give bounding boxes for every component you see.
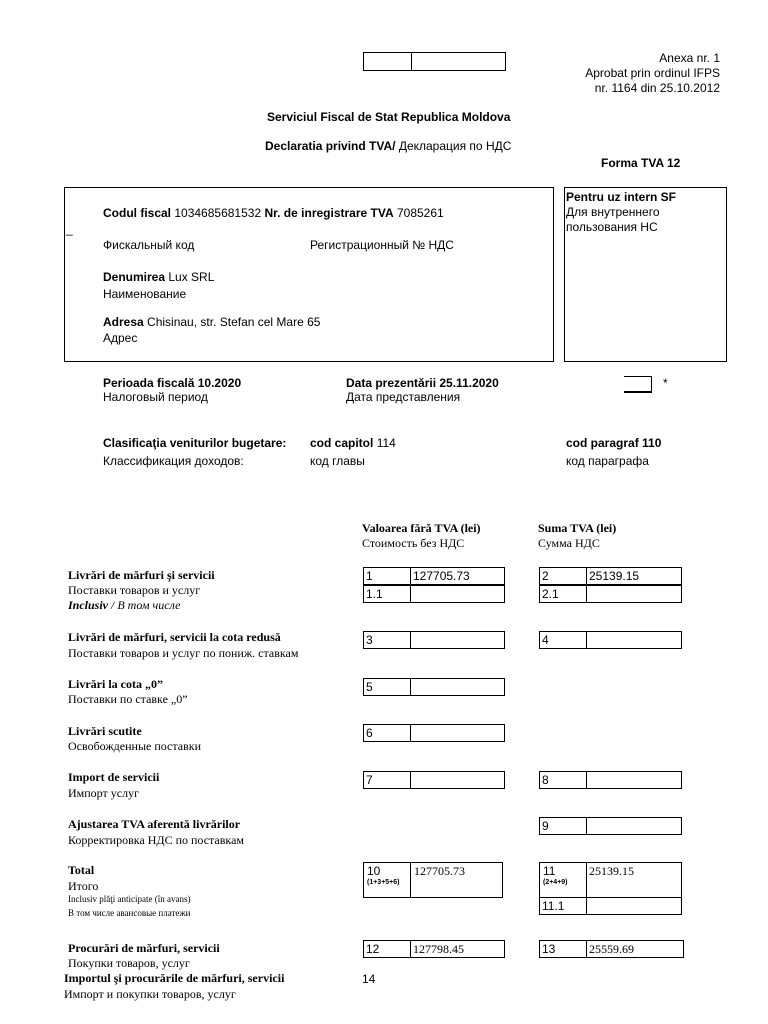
row-inclusive-ru: / В том числе [108, 598, 181, 612]
name-line [103, 270, 214, 284]
cell-2-value[interactable]: 25139.15 [586, 567, 682, 585]
cell-5-value[interactable] [410, 678, 505, 696]
cell-11-1-code: 11.1 [539, 897, 587, 915]
declaration-title-ru: Декларация по НДС [395, 139, 512, 153]
cell-10-number: 10 [367, 864, 381, 878]
row-purchases-ro: Procurări de mărfuri, servicii [68, 941, 220, 955]
row-inclusive [68, 598, 180, 613]
fiscal-code-value: 1034685681532 [174, 206, 262, 220]
row-import-purchases-ro: Importul şi procurările de mărfuri, servicii [64, 971, 285, 985]
presentation-value: 25.11.2020 [439, 376, 499, 390]
cell-13-code: 13 [539, 940, 587, 958]
cell-4-value[interactable] [586, 631, 682, 649]
cell-7-value[interactable] [410, 771, 505, 789]
paragraph-label: cod paragraf [566, 436, 639, 450]
row-reduced-ru: Поставки товаров и услуг по пониж. ставкам [68, 646, 299, 660]
cell-13-value[interactable]: 25559.69 [586, 940, 684, 958]
row-import-purchases-ru: Импорт и покупки товаров, услуг [64, 987, 236, 1001]
period-ru: Налоговый период [103, 390, 208, 404]
row-zero-ru: Поставки по ставке „0” [68, 692, 188, 706]
cell-3-value[interactable] [410, 631, 505, 649]
cell-11-1-value[interactable] [586, 897, 682, 915]
chapter-ru: код главы [310, 454, 365, 468]
form-label: Forma TVA 12 [601, 156, 681, 170]
paragraph-ru: код параграфа [566, 454, 649, 468]
vat-reg-label: Nr. de inregistrare TVA [264, 206, 394, 220]
cell-2-code: 2 [539, 567, 587, 585]
name-ru: Наименование [103, 287, 187, 301]
cell-6-code: 6 [363, 724, 411, 742]
cell-11-formula: (2+4+9) [543, 879, 568, 886]
address-ru: Адрес [103, 331, 138, 345]
internal-line-3: пользования НС [566, 220, 658, 234]
cell-14-code: 14 [362, 972, 376, 986]
chapter-line [310, 436, 396, 450]
dash-mark: _ [66, 222, 73, 236]
annex-line-3: nr. 1164 din 25.10.2012 [594, 81, 720, 95]
cell-1-1-code: 1.1 [363, 585, 411, 603]
cell-5-code: 5 [363, 678, 411, 696]
cell-10-value[interactable]: 127705.73 [410, 862, 503, 898]
internal-line-1: Pentru uz intern SF [566, 190, 677, 204]
cell-1-code: 1 [363, 567, 411, 585]
top-code-box-left [363, 52, 412, 71]
row-adjust-ru: Корректировка НДС по поставкам [68, 833, 244, 847]
presentation-label: Data prezentării [346, 376, 437, 390]
presentation-ru: Дата представления [346, 390, 461, 404]
cell-3-code: 3 [363, 631, 411, 649]
cell-9-value[interactable] [586, 817, 682, 835]
row-inclusive-ro: Inclusiv [68, 598, 109, 612]
row-exempt-ro: Livrări scutite [68, 724, 142, 738]
address-value: Chisinau, str. Stefan cel Mare 65 [147, 315, 321, 329]
fiscal-code-ru: Фискальный код [103, 238, 195, 252]
vat-reg-ru: Регистрационный № НДС [310, 238, 454, 252]
cell-4-code: 4 [539, 631, 587, 649]
fiscal-code-line [103, 206, 444, 220]
presentation-line [346, 376, 499, 390]
cell-6-value[interactable] [410, 724, 505, 742]
chapter-label: cod capitol [310, 436, 374, 450]
annex-line-2: Aprobat prin ordinul IFPS [585, 66, 720, 80]
col-value-ru: Стоимость без НДС [362, 536, 465, 550]
row-reduced-ro: Livrări de mărfuri, servicii la cota redusă [68, 630, 281, 644]
name-label: Denumirea [103, 270, 166, 284]
cell-8-code: 8 [539, 771, 587, 789]
row-total-ru: Итого [68, 879, 99, 893]
vat-reg-value: 7085261 [396, 206, 444, 220]
cell-11-value[interactable]: 25139.15 [586, 862, 682, 898]
classification-label: Clasificaţia veniturilor bugetare: [103, 436, 287, 450]
cell-8-value[interactable] [586, 771, 682, 789]
cell-1-1-value[interactable] [410, 585, 505, 603]
col-vat-ru: Сумма НДС [538, 536, 600, 550]
row-zero-ro: Livrări la cota „0” [68, 677, 163, 691]
cell-12-value[interactable]: 127798.45 [410, 940, 505, 958]
service-title: Serviciul Fiscal de Stat Republica Moldova [267, 110, 511, 124]
cell-7-code: 7 [363, 771, 411, 789]
cell-10-formula: (1+3+5+6) [367, 879, 400, 886]
annex-line-1: Anexa nr. 1 [659, 51, 720, 65]
name-value: Lux SRL [168, 270, 215, 284]
row-advance-ru: В том числе авансовые платежи [68, 908, 191, 918]
paragraph-line [566, 436, 661, 450]
row-import-ro: Import de servicii [68, 770, 160, 784]
internal-line-2: Для внутреннего [566, 205, 660, 219]
declaration-title-ro: Declaratia privind TVA/ [265, 139, 396, 153]
cell-9-code: 9 [539, 817, 587, 835]
cell-2-1-value[interactable] [586, 585, 682, 603]
chapter-value: 114 [376, 436, 396, 450]
declaration-title [265, 139, 511, 153]
classification-ru: Классификация доходов: [103, 454, 244, 468]
small-corner-box [624, 376, 652, 393]
row-exempt-ru: Освобожденные поставки [68, 739, 202, 753]
cell-10-code [363, 862, 411, 898]
period-line [103, 376, 241, 390]
period-label: Perioada fiscală [103, 376, 195, 390]
row-advance-ro: Inclusiv plăţi anticipate (în avans) [68, 894, 191, 904]
asterisk-mark: * [663, 376, 668, 390]
row-total-ro: Total [68, 863, 95, 877]
row-import-ru: Импорт услуг [68, 786, 140, 800]
fiscal-code-label: Codul fiscal [103, 206, 172, 220]
col-vat-ro: Suma TVA (lei) [538, 521, 617, 535]
row-deliveries-ro: Livrări de mărfuri şi servicii [68, 568, 215, 582]
row-purchases-ru: Покупки товаров, услуг [68, 956, 190, 970]
cell-1-value[interactable]: 127705.73 [410, 567, 505, 585]
paragraph-value: 110 [642, 436, 662, 450]
top-code-box-right [411, 52, 506, 71]
cell-11-code [539, 862, 587, 898]
period-value: 10.2020 [197, 376, 242, 390]
address-line [103, 315, 320, 329]
row-adjust-ro: Ajustarea TVA aferentă livrărilor [68, 817, 241, 831]
cell-11-number: 11 [543, 864, 556, 878]
address-label: Adresa [103, 315, 144, 329]
cell-2-1-code: 2.1 [539, 585, 587, 603]
cell-12-code: 12 [363, 940, 411, 958]
col-value-ro: Valoarea fără TVA (lei) [362, 521, 481, 535]
row-deliveries-ru: Поставки товаров и услуг [68, 583, 201, 597]
